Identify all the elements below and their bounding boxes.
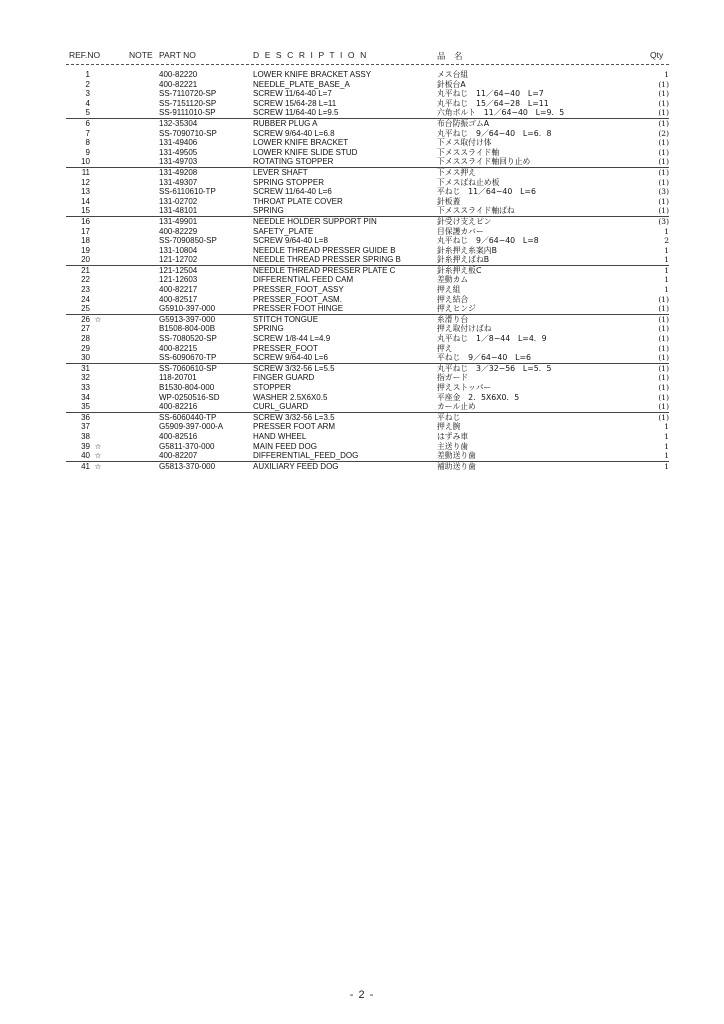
table-row	[0, 70, 724, 80]
part-no-cell: 131-49307	[159, 177, 198, 187]
part-no-cell: B1508-804-00B	[159, 324, 216, 334]
table-row	[0, 422, 724, 432]
qty-cell: (1)	[658, 147, 669, 157]
qty-cell: (1)	[658, 157, 669, 167]
qty-cell: 1	[664, 275, 669, 285]
part-no-cell: 131-48101	[159, 206, 198, 216]
qty-cell: (1)	[658, 392, 669, 402]
part-no-cell: 131-10804	[159, 245, 198, 255]
note-star-icon: ☆	[94, 314, 102, 324]
part-no-cell: 400-82221	[159, 79, 198, 89]
description-cell: FINGER GUARD	[253, 373, 315, 383]
description-cell: SPRING STOPPER	[253, 177, 324, 187]
table-row	[0, 178, 724, 188]
part-no-cell: 121-12504	[159, 265, 198, 275]
description-cell: DIFFERENTIAL FEED CAM	[253, 275, 354, 285]
parts-table	[0, 70, 724, 471]
description-cell: WASHER 2.5X6X0.5	[253, 392, 328, 402]
part-no-cell: 400-82216	[159, 402, 198, 412]
japanese-name-cell: 針板台A	[437, 79, 466, 89]
table-row	[0, 80, 724, 90]
part-no-cell: G5913-397-000	[159, 314, 216, 324]
part-no-cell: 121-12603	[159, 275, 198, 285]
qty-cell: 1	[664, 431, 669, 441]
ref-no-cell: 37	[81, 422, 90, 432]
qty-cell: (1)	[658, 89, 669, 99]
part-no-cell: 131-49505	[159, 147, 198, 157]
ref-no-cell: 12	[81, 177, 90, 187]
ref-no-cell: 21	[81, 265, 90, 275]
table-row	[66, 363, 669, 374]
part-no-cell: 121-12702	[159, 255, 198, 265]
description-cell: SCREW 15/64-28 L=11	[253, 98, 337, 108]
ref-no-cell: 15	[81, 206, 90, 216]
table-row	[0, 236, 724, 246]
japanese-name-cell: 平ねじ 9／64−40 L=6	[437, 353, 531, 363]
part-no-cell: SS-7090710-SP	[159, 128, 217, 138]
japanese-name-cell: 針板蓋	[437, 196, 461, 206]
table-row	[0, 89, 724, 99]
table-row	[0, 451, 724, 461]
qty-cell: 1	[664, 226, 669, 236]
header-ref-no: REF.NO	[69, 50, 101, 60]
japanese-name-cell: 押えヒンジ	[437, 304, 476, 314]
japanese-name-cell: 六角ボルト 11／64−40 L=9．5	[437, 108, 565, 118]
japanese-name-cell: 丸平ねじ 15／64−28 L=11	[437, 98, 549, 108]
table-row	[66, 461, 669, 472]
table-row	[0, 138, 724, 148]
note-star-icon: ☆	[94, 451, 102, 461]
japanese-name-cell: 差動送り歯	[437, 451, 476, 461]
description-cell: HAND WHEEL	[253, 431, 307, 441]
description-cell: SCREW 11/64-40 L=9.5	[253, 108, 339, 118]
japanese-name-cell: 丸平ねじ 9／64−40 L=8	[437, 236, 539, 246]
header-japanese-name: 品 名	[437, 52, 463, 62]
japanese-name-cell: 下メススライド軸回り止め	[437, 157, 531, 167]
japanese-name-cell: 下メス取付け体	[437, 138, 492, 148]
ref-no-cell: 30	[81, 353, 90, 363]
description-cell: SPRING	[253, 324, 284, 334]
qty-cell: (1)	[658, 412, 669, 422]
description-cell: SCREW 3/32-56 L=3.5	[253, 412, 335, 422]
qty-cell: (1)	[658, 353, 669, 363]
qty-cell: (1)	[658, 177, 669, 187]
qty-cell: (1)	[658, 167, 669, 177]
ref-no-cell: 17	[81, 226, 90, 236]
part-no-cell: 131-49703	[159, 157, 198, 167]
qty-cell: (1)	[658, 373, 669, 383]
japanese-name-cell: メス台組	[437, 70, 469, 79]
note-star-icon: ☆	[94, 461, 102, 471]
description-cell: DIFFERENTIAL_FEED_DOG	[253, 451, 359, 461]
ref-no-cell: 29	[81, 343, 90, 353]
ref-no-cell: 2	[85, 79, 90, 89]
japanese-name-cell: 補助送り歯	[437, 461, 476, 471]
table-row	[66, 167, 669, 178]
ref-no-cell: 36	[81, 412, 90, 422]
header-part-no: PART NO	[159, 50, 196, 60]
japanese-name-cell: 押え腕	[437, 422, 461, 432]
part-no-cell: B1530-804-000	[159, 383, 215, 392]
table-row	[0, 402, 724, 412]
table-row	[0, 255, 724, 265]
qty-cell: (1)	[658, 206, 669, 216]
header-description: D E S C R I P T I O N	[253, 50, 368, 60]
qty-cell: 1	[664, 441, 669, 451]
table-header	[0, 50, 724, 62]
description-cell: STITCH TONGUE	[253, 314, 319, 324]
ref-no-cell: 32	[81, 373, 90, 383]
japanese-name-cell: 差動カム	[437, 275, 469, 285]
table-row	[0, 206, 724, 216]
ref-no-cell: 39	[81, 441, 90, 451]
description-cell: SAFETY_PLATE	[253, 226, 314, 236]
description-cell: MAIN FEED DOG	[253, 441, 318, 451]
ref-no-cell: 26	[81, 314, 90, 324]
table-row	[0, 148, 724, 158]
ref-no-cell: 10	[81, 157, 90, 167]
description-cell: THROAT PLATE COVER	[253, 196, 343, 206]
japanese-name-cell: 平ねじ	[437, 412, 461, 422]
table-row	[0, 353, 724, 363]
japanese-name-cell: 押え	[437, 343, 453, 353]
description-cell: SPRING	[253, 206, 284, 216]
japanese-name-cell: はずみ車	[437, 431, 469, 441]
part-no-cell: SS-9111010-SP	[159, 108, 216, 118]
table-row	[0, 275, 724, 285]
description-cell: SCREW 9/64-40 L=6.8	[253, 128, 335, 138]
part-no-cell: 400-82220	[159, 70, 198, 79]
ref-no-cell: 24	[81, 294, 90, 304]
ref-no-cell: 19	[81, 245, 90, 255]
ref-no-cell: 23	[81, 285, 90, 295]
header-note: NOTE	[129, 50, 153, 60]
description-cell: ROTATING STOPPER	[253, 157, 334, 167]
table-row	[0, 285, 724, 295]
japanese-name-cell: カール止め	[437, 402, 476, 412]
ref-no-cell: 6	[85, 118, 90, 128]
qty-cell: (1)	[658, 334, 669, 344]
table-row	[0, 246, 724, 256]
japanese-name-cell: 目保護カバー	[437, 226, 484, 236]
japanese-name-cell: 糸滑り台	[437, 314, 469, 324]
part-no-cell: 400-82517	[159, 294, 198, 304]
japanese-name-cell: 針糸押えばねB	[437, 255, 490, 265]
qty-cell: (1)	[658, 343, 669, 353]
ref-no-cell: 1	[85, 70, 90, 79]
table-row	[0, 383, 724, 393]
ref-no-cell: 38	[81, 431, 90, 441]
part-no-cell: SS-7110720-SP	[159, 89, 217, 99]
qty-cell: (1)	[658, 138, 669, 148]
japanese-name-cell: 丸平ねじ 1／8−44 L=4．9	[437, 334, 547, 344]
description-cell: PRESSER FOOT HINGE	[253, 304, 344, 314]
ref-no-cell: 28	[81, 334, 90, 344]
japanese-name-cell: 下メススライド軸	[437, 147, 500, 157]
qty-cell: 2	[664, 236, 669, 246]
ref-no-cell: 33	[81, 383, 90, 392]
ref-no-cell: 8	[85, 138, 90, 148]
part-no-cell: G5813-370-000	[159, 461, 216, 471]
description-cell: NEEDLE HOLDER SUPPORT PIN	[253, 216, 377, 226]
qty-cell: (1)	[658, 98, 669, 108]
qty-cell: 1	[664, 245, 669, 255]
japanese-name-cell: 丸平ねじ 3／32−56 L=5．5	[437, 363, 552, 373]
description-cell: SCREW 9/64-40 L=8	[253, 236, 328, 246]
description-cell: STOPPER	[253, 383, 292, 392]
japanese-name-cell: 平座金 2．5X6X0．5	[437, 392, 520, 402]
part-no-cell: SS-7060610-SP	[159, 363, 217, 373]
table-row	[0, 295, 724, 305]
description-cell: LEVER SHAFT	[253, 167, 308, 177]
table-row	[0, 227, 724, 237]
table-row	[66, 265, 669, 276]
part-no-cell: G5910-397-000	[159, 304, 216, 314]
qty-cell: (1)	[658, 108, 669, 118]
part-no-cell: 400-82207	[159, 451, 198, 461]
table-row	[0, 344, 724, 354]
ref-no-cell: 41	[81, 461, 90, 471]
description-cell: NEEDLE THREAD PRESSER GUIDE B	[253, 245, 396, 255]
description-cell: PRESSER_FOOT_ASSY	[253, 285, 344, 295]
part-no-cell: 131-49208	[159, 167, 198, 177]
ref-no-cell: 11	[81, 167, 90, 177]
qty-cell: (1)	[658, 363, 669, 373]
japanese-name-cell: 針糸押え糸案内B	[437, 245, 497, 255]
description-cell: PRESSER_FOOT_ASM.	[253, 294, 342, 304]
description-cell: AUXILIARY FEED DOG	[253, 461, 339, 471]
ref-no-cell: 13	[81, 187, 90, 197]
qty-cell: 1	[664, 451, 669, 461]
ref-no-cell: 14	[81, 196, 90, 206]
description-cell: LOWER KNIFE BRACKET	[253, 138, 349, 148]
ref-no-cell: 35	[81, 402, 90, 412]
ref-no-cell: 9	[85, 147, 90, 157]
description-cell: PRESSER FOOT ARM	[253, 422, 336, 432]
description-cell: SCREW 3/32-56 L=5.5	[253, 363, 335, 373]
qty-cell: (1)	[658, 304, 669, 314]
description-cell: NEEDLE_PLATE_BASE_A	[253, 79, 350, 89]
description-cell: LOWER KNIFE SLIDE STUD	[253, 147, 358, 157]
japanese-name-cell: 押え組	[437, 285, 461, 295]
header-qty: Qty	[650, 50, 664, 60]
part-no-cell: 400-82516	[159, 431, 198, 441]
part-no-cell: 131-49901	[159, 216, 198, 226]
qty-cell: (3)	[658, 187, 669, 197]
part-no-cell: SS-6110610-TP	[159, 187, 216, 197]
description-cell: SCREW 9/64-40 L=6	[253, 353, 328, 363]
ref-no-cell: 27	[81, 324, 90, 334]
ref-no-cell: 18	[81, 236, 90, 246]
japanese-name-cell: 主送り歯	[437, 441, 469, 451]
japanese-name-cell: 押え取付けばね	[437, 324, 492, 334]
ref-no-cell: 25	[81, 304, 90, 314]
description-cell: NEEDLE THREAD PRESSER PLATE C	[253, 265, 396, 275]
ref-no-cell: 7	[85, 128, 90, 138]
description-cell: NEEDLE THREAD PRESSER SPRING B	[253, 255, 401, 265]
page-number: - 2 -	[349, 989, 375, 1001]
qty-cell: 1	[664, 285, 669, 295]
part-no-cell: G5811-370-000	[159, 441, 215, 451]
ref-no-cell: 34	[81, 392, 90, 402]
japanese-name-cell: 下メス押え	[437, 167, 476, 177]
part-no-cell: WP-0250516-SD	[159, 392, 220, 402]
table-row	[0, 197, 724, 207]
japanese-name-cell: 針受け支えピン	[437, 216, 492, 226]
qty-cell: 1	[664, 255, 669, 265]
table-row	[0, 373, 724, 383]
part-no-cell: 131-02702	[159, 196, 198, 206]
part-no-cell: SS-6060440-TP	[159, 412, 217, 422]
part-no-cell: 400-82217	[159, 285, 198, 295]
part-no-cell: SS-7090850-SP	[159, 236, 217, 246]
japanese-name-cell: 布台防振ゴムA	[437, 118, 490, 128]
japanese-name-cell: 下メスばね止め板	[437, 177, 500, 187]
header-divider	[66, 64, 669, 65]
ref-no-cell: 5	[85, 108, 90, 118]
table-row	[0, 129, 724, 139]
japanese-name-cell: 指ガード	[437, 373, 469, 383]
table-row	[0, 334, 724, 344]
japanese-name-cell: 押えストッパー	[437, 383, 492, 392]
description-cell: RUBBER PLUG A	[253, 118, 318, 128]
table-row	[66, 216, 669, 227]
table-row	[0, 304, 724, 314]
description-cell: LOWER KNIFE BRACKET ASSY	[253, 70, 372, 79]
description-cell: CURL_GUARD	[253, 402, 309, 412]
ref-no-cell: 40	[81, 451, 90, 461]
qty-cell: (2)	[658, 128, 669, 138]
table-row	[0, 324, 724, 334]
qty-cell: (1)	[658, 324, 669, 334]
qty-cell: (1)	[658, 294, 669, 304]
table-row	[0, 157, 724, 167]
table-row	[66, 314, 669, 325]
part-no-cell: SS-7080520-SP	[159, 334, 217, 344]
description-cell: SCREW 1/8-44 L=4.9	[253, 334, 331, 344]
qty-cell: (1)	[658, 118, 669, 128]
table-row	[0, 432, 724, 442]
japanese-name-cell: 針糸押え板C	[437, 265, 482, 275]
table-row	[0, 99, 724, 109]
table-row	[0, 393, 724, 403]
description-cell: SCREW 11/64-40 L=6	[253, 187, 332, 197]
japanese-name-cell: 平ねじ 11／64−40 L=6	[437, 187, 536, 197]
table-row	[0, 187, 724, 197]
note-star-icon: ☆	[94, 441, 102, 451]
part-no-cell: 131-49406	[159, 138, 198, 148]
japanese-name-cell: 丸平ねじ 11／64−40 L=7	[437, 89, 544, 99]
part-no-cell: G5909-397-000-A	[159, 422, 224, 432]
part-no-cell: 118-20701	[159, 373, 197, 383]
qty-cell: 1	[664, 461, 669, 471]
table-row	[0, 442, 724, 452]
ref-no-cell: 20	[81, 255, 90, 265]
ref-no-cell: 31	[81, 363, 90, 373]
qty-cell: 1	[664, 422, 669, 432]
description-cell: PRESSER_FOOT	[253, 343, 318, 353]
ref-no-cell: 22	[81, 275, 90, 285]
table-row	[0, 108, 724, 118]
japanese-name-cell: 下メススライド軸ばね	[437, 206, 515, 216]
part-no-cell: 132-35304	[159, 118, 198, 128]
qty-cell: 1	[664, 265, 669, 275]
table-row	[66, 412, 669, 423]
qty-cell: (1)	[658, 314, 669, 324]
qty-cell: (1)	[658, 196, 669, 206]
qty-cell: (3)	[658, 216, 669, 226]
ref-no-cell: 3	[85, 89, 90, 99]
ref-no-cell: 4	[85, 98, 90, 108]
description-cell: SCREW 11/64-40 L=7	[253, 89, 332, 99]
ref-no-cell: 16	[81, 216, 90, 226]
part-no-cell: 400-82229	[159, 226, 198, 236]
part-no-cell: 400-82215	[159, 343, 198, 353]
part-no-cell: SS-6090670-TP	[159, 353, 217, 363]
table-row	[66, 118, 669, 129]
qty-cell: (1)	[658, 79, 669, 89]
qty-cell: 1	[664, 70, 669, 79]
part-no-cell: SS-7151120-SP	[159, 98, 217, 108]
japanese-name-cell: 押え結合	[437, 294, 469, 304]
japanese-name-cell: 丸平ねじ 9／64−40 L=6．8	[437, 128, 552, 138]
qty-cell: (1)	[658, 383, 669, 392]
qty-cell: (1)	[658, 402, 669, 412]
